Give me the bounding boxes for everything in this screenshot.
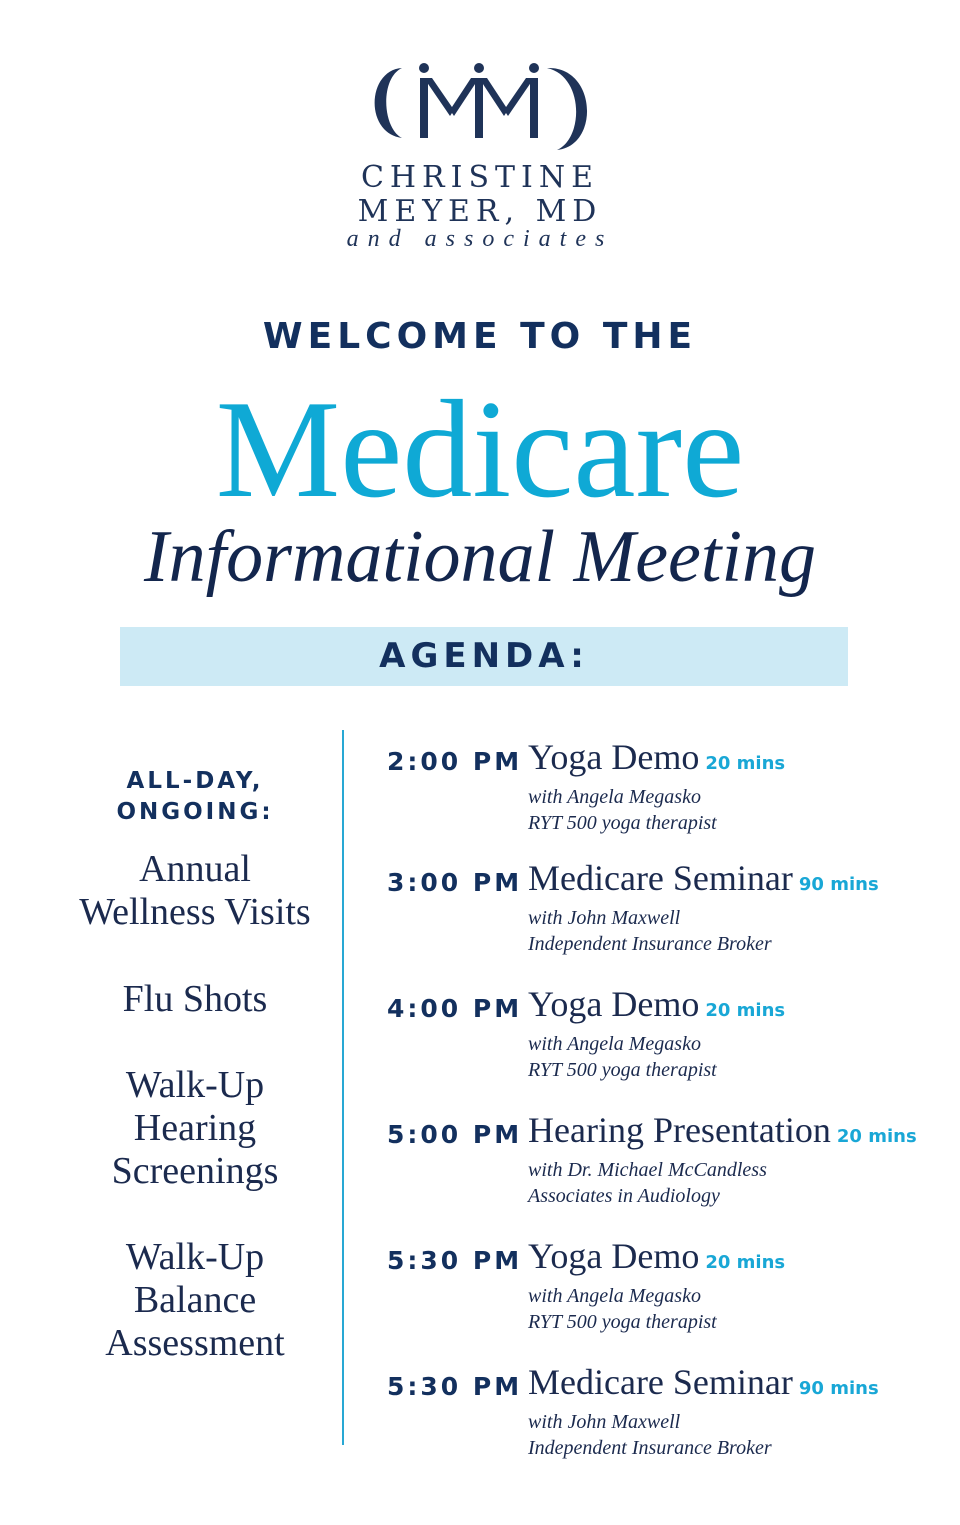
item-duration: 90 mins xyxy=(798,1378,879,1399)
agenda-banner: AGENDA: xyxy=(120,627,848,686)
item-presenter: with Angela Megasko xyxy=(528,786,701,808)
subtitle: Informational Meeting xyxy=(143,516,817,598)
item-title: Yoga Demo xyxy=(528,984,700,1024)
item-role: Associates in Audiology xyxy=(528,1185,720,1207)
item-role: Independent Insurance Broker xyxy=(528,933,772,955)
item-duration: 90 mins xyxy=(798,874,879,895)
item-duration: 20 mins xyxy=(705,1252,786,1273)
ongoing-label xyxy=(95,766,295,828)
item-duration: 20 mins xyxy=(705,753,786,774)
service-line: Walk-Up xyxy=(125,1064,265,1106)
service-line: Screenings xyxy=(111,1150,279,1192)
service-hearing xyxy=(55,1064,335,1193)
item-role: RYT 500 yoga therapist xyxy=(528,812,717,834)
service-line: Balance xyxy=(133,1279,257,1321)
ongoing-label-line1: ALL-DAY, xyxy=(126,768,264,794)
item-time: 2:00 PM xyxy=(387,747,523,776)
logo-name-line1: CHRISTINE xyxy=(360,160,600,195)
item-role: RYT 500 yoga therapist xyxy=(528,1059,717,1081)
item-time: 4:00 PM xyxy=(387,994,523,1023)
item-role: Independent Insurance Broker xyxy=(528,1437,772,1459)
item-role: RYT 500 yoga therapist xyxy=(528,1311,717,1333)
item-title: Medicare Seminar xyxy=(528,858,793,898)
item-presenter: with Dr. Michael McCandless xyxy=(528,1159,767,1181)
cmmd-monogram-logo xyxy=(362,58,598,154)
item-presenter: with Angela Megasko xyxy=(528,1285,701,1307)
logo-tagline: and associates xyxy=(346,226,614,252)
item-duration: 20 mins xyxy=(705,1000,786,1021)
welcome-heading: WELCOME TO THE xyxy=(262,316,698,357)
logo-name-line2: MEYER, MD xyxy=(357,194,603,229)
main-title: Medicare xyxy=(215,372,745,527)
item-presenter: with John Maxwell xyxy=(528,1411,681,1433)
service-line: Wellness Visits xyxy=(79,891,311,933)
service-flu-shots xyxy=(55,978,335,1021)
ongoing-label-line2: ONGOING: xyxy=(116,799,274,825)
service-line: Flu Shots xyxy=(122,978,268,1020)
item-title: Yoga Demo xyxy=(528,737,700,777)
service-wellness xyxy=(55,848,335,934)
item-time: 3:00 PM xyxy=(387,868,523,897)
item-title: Yoga Demo xyxy=(528,1236,700,1276)
column-divider xyxy=(342,730,344,1445)
service-line: Assessment xyxy=(105,1322,285,1364)
service-balance xyxy=(55,1236,335,1365)
item-title: Hearing Presentation xyxy=(528,1110,831,1150)
item-time: 5:30 PM xyxy=(387,1246,523,1275)
item-time: 5:00 PM xyxy=(387,1120,523,1149)
item-title: Medicare Seminar xyxy=(528,1362,793,1402)
service-line: Hearing xyxy=(133,1107,257,1149)
item-presenter: with Angela Megasko xyxy=(528,1033,701,1055)
item-time: 5:30 PM xyxy=(387,1372,523,1401)
service-line: Walk-Up xyxy=(125,1236,265,1278)
item-duration: 20 mins xyxy=(836,1126,917,1147)
service-line: Annual xyxy=(139,848,251,890)
item-presenter: with John Maxwell xyxy=(528,907,681,929)
